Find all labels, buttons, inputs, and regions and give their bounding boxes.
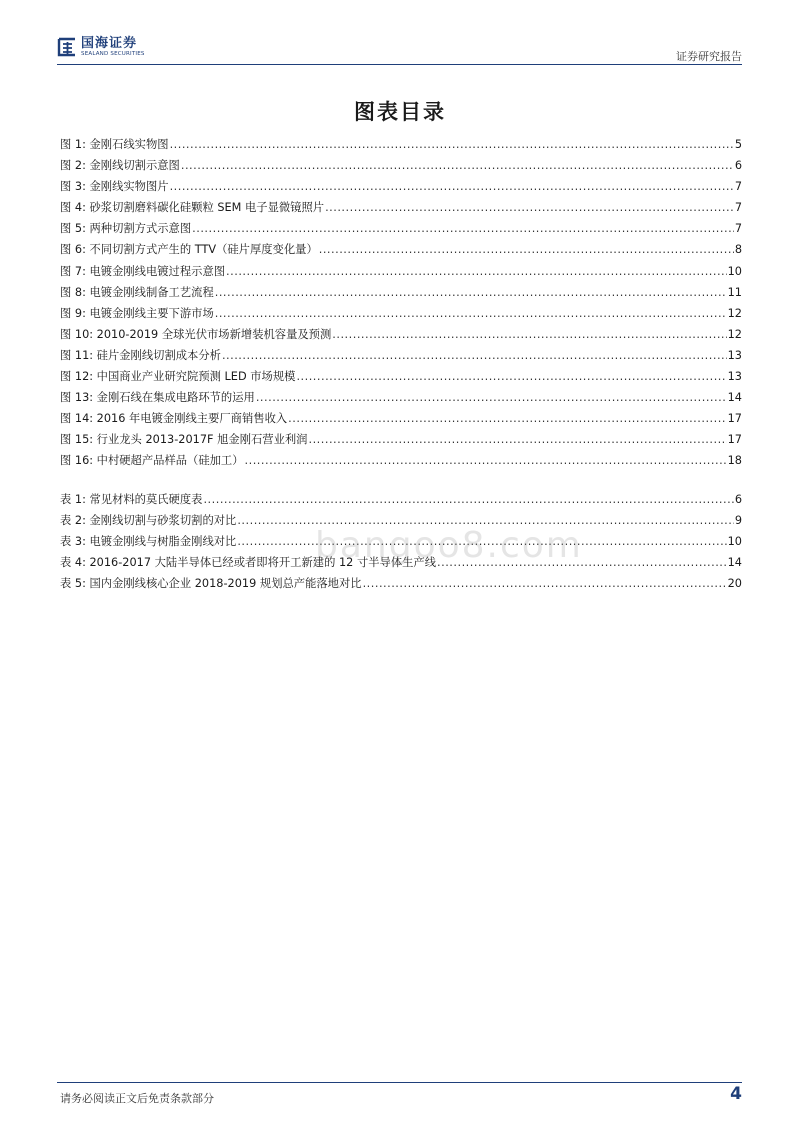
- figure-entry-label[interactable]: 图 5: 两种切割方式示意图: [60, 222, 192, 236]
- dot-leader: [215, 282, 727, 303]
- figure-entry[interactable]: [60, 429, 742, 450]
- table-entry-page[interactable]: 10: [727, 535, 742, 549]
- figure-entry[interactable]: [60, 450, 742, 471]
- dot-leader: [319, 239, 734, 260]
- page-number: 4: [730, 1084, 742, 1104]
- table-entry-label[interactable]: 表 2: 金刚线切割与砂浆切割的对比: [60, 514, 237, 528]
- figure-entry-label[interactable]: 图 11: 硅片金刚线切割成本分析: [60, 348, 221, 362]
- dot-leader: [203, 489, 733, 510]
- figure-entry-label[interactable]: 图 16: 中村硬超产品样品（硅加工）: [60, 454, 244, 468]
- figure-entry-label[interactable]: 图 10: 2010-2019 全球光伏市场新增装机容量及预测: [60, 327, 332, 341]
- table-entry-label[interactable]: 表 3: 电镀金刚线与树脂金刚线对比: [60, 535, 237, 549]
- figure-entry-label[interactable]: 图 7: 电镀金刚线电镀过程示意图: [60, 264, 226, 278]
- dot-leader: [288, 408, 726, 429]
- figure-entry-page[interactable]: 13: [727, 348, 742, 362]
- table-entry-label[interactable]: 表 4: 2016-2017 大陆半导体已经或者即将开工新建的 12 寸半导体生产线: [60, 556, 437, 570]
- figure-entry-page[interactable]: 17: [727, 433, 742, 447]
- figure-entry-page[interactable]: 8: [734, 243, 742, 257]
- sealand-logo-icon: [57, 36, 77, 58]
- figure-entry-label[interactable]: 图 13: 金刚石线在集成电路环节的运用: [60, 391, 255, 405]
- figure-entry[interactable]: [60, 239, 742, 260]
- figure-entry[interactable]: [60, 134, 742, 155]
- figure-entry-page[interactable]: 7: [734, 201, 742, 215]
- dot-leader: [192, 218, 734, 239]
- figure-entry-label[interactable]: 图 3: 金刚线实物图片: [60, 180, 169, 194]
- table-entry-label[interactable]: 表 1: 常见材料的莫氏硬度表: [60, 493, 203, 506]
- figure-entry-label[interactable]: 图 1: 金刚石线实物图: [60, 138, 169, 151]
- dot-leader: [222, 345, 727, 366]
- figure-entry-page[interactable]: 18: [727, 454, 742, 468]
- brand-name-en: SEALAND SECURITIES: [81, 51, 145, 57]
- figure-entry-label[interactable]: 图 9: 电镀金刚线主要下游市场: [60, 306, 214, 320]
- table-entry-page[interactable]: 20: [727, 577, 742, 591]
- brand-logo: [57, 36, 145, 58]
- dot-leader: [215, 303, 727, 324]
- figure-entry-label[interactable]: 图 12: 中国商业产业研究院预测 LED 市场规模: [60, 370, 296, 384]
- figure-entry[interactable]: [60, 176, 742, 197]
- page-header: [57, 36, 742, 64]
- table-entry[interactable]: [60, 489, 742, 510]
- figure-entry-page[interactable]: 17: [727, 412, 742, 426]
- figure-entry-page[interactable]: 7: [734, 222, 742, 236]
- dot-leader: [256, 387, 727, 408]
- disclaimer-note: 请务必阅读正文后免责条款部分: [60, 1092, 214, 1105]
- dot-leader: [296, 366, 726, 387]
- figure-entry-page[interactable]: 12: [727, 306, 742, 320]
- figure-entry[interactable]: [60, 387, 742, 408]
- table-entry-label[interactable]: 表 5: 国内金刚线核心企业 2018-2019 规划总产能落地对比: [60, 577, 362, 591]
- table-entry-page[interactable]: 9: [734, 514, 742, 528]
- table-entry[interactable]: [60, 573, 742, 594]
- figure-entry[interactable]: [60, 261, 742, 282]
- figure-entry[interactable]: [60, 155, 742, 176]
- header-divider: [57, 64, 742, 65]
- dot-leader: [245, 450, 727, 471]
- figure-entry-page[interactable]: 12: [727, 327, 742, 341]
- dot-leader: [332, 324, 726, 345]
- footer-divider: [57, 1082, 742, 1083]
- dot-leader: [226, 261, 727, 282]
- figure-entry-page[interactable]: 14: [727, 391, 742, 405]
- figure-entry[interactable]: [60, 345, 742, 366]
- dot-leader: [181, 155, 734, 176]
- figure-entry-label[interactable]: 图 6: 不同切割方式产生的 TTV（硅片厚度变化量）: [60, 243, 318, 257]
- figure-entry[interactable]: [60, 197, 742, 218]
- report-type-label: 证券研究报告: [676, 50, 742, 63]
- figure-entry[interactable]: [60, 408, 742, 429]
- dot-leader: [308, 429, 726, 450]
- dot-leader: [363, 573, 727, 594]
- dot-leader: [170, 176, 734, 197]
- figure-index-list: [60, 134, 742, 472]
- figure-entry-label[interactable]: 图 14: 2016 年电镀金刚线主要厂商销售收入: [60, 412, 288, 426]
- figure-entry[interactable]: [60, 366, 742, 387]
- figure-entry[interactable]: [60, 324, 742, 345]
- watermark: bangoo8.com: [315, 525, 583, 566]
- figure-entry-label[interactable]: 图 8: 电镀金刚线制备工艺流程: [60, 285, 214, 299]
- figure-entry-page[interactable]: 11: [727, 285, 742, 299]
- figure-entry-page[interactable]: 6: [734, 159, 742, 173]
- figure-entry-label[interactable]: 图 2: 金刚线切割示意图: [60, 159, 180, 173]
- figure-entry-label[interactable]: 图 4: 砂浆切割磨料碳化硅颗粒 SEM 电子显微镜照片: [60, 201, 325, 215]
- figure-entry-page[interactable]: 10: [727, 264, 742, 278]
- figure-entry-label[interactable]: 图 15: 行业龙头 2013-2017F 旭金刚石营业利润: [60, 433, 308, 447]
- table-entry-page[interactable]: 14: [727, 556, 742, 570]
- figure-entry[interactable]: [60, 282, 742, 303]
- page-title: 图表目录: [354, 99, 446, 124]
- figure-entry[interactable]: [60, 303, 742, 324]
- figure-entry-page[interactable]: 7: [734, 180, 742, 194]
- figure-entry[interactable]: [60, 218, 742, 239]
- table-entry-page[interactable]: 6: [734, 493, 742, 506]
- figure-entry-page[interactable]: 13: [727, 370, 742, 384]
- brand-name-cn: 国海证券: [81, 36, 138, 51]
- dot-leader: [325, 197, 734, 218]
- dot-leader: [170, 134, 734, 155]
- figure-entry-page[interactable]: 5: [734, 138, 742, 151]
